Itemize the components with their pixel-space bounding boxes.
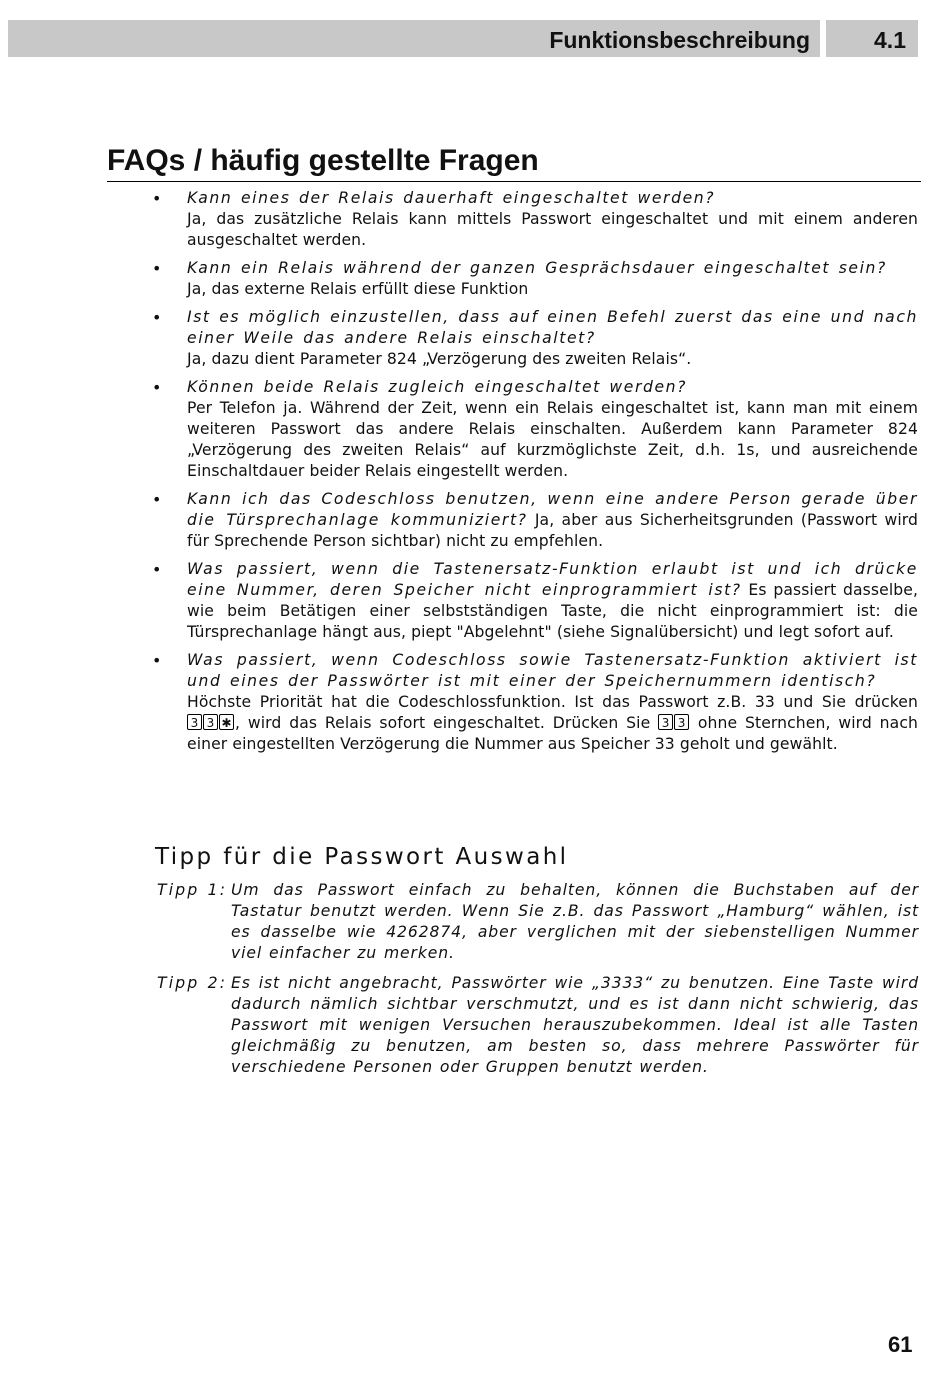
header-section-number: 4.1 xyxy=(826,20,918,57)
key-sequence-33-star xyxy=(187,714,235,732)
bullet: • xyxy=(152,490,162,509)
faq-question: Ist es möglich einzustellen, dass auf einen Befehl zuerst das eine und nach einer Weile das andere Relais einschaltet? xyxy=(187,308,918,347)
tip-text: Es ist nicht angebracht, Passwörter wie „3333“ zu benutzen. Eine Taste wird dadurch nämlich sichtbar verschmutzt, und es ist dann nicht schwierig, das Passwort mit wenigen Versuchen herauszubekommen. Ideal ist alle Tasten gleichmäßig zu benutzen, am besten so, dass mehrere Passwörter für verschiedene Personen oder Gruppen benutzt werden. xyxy=(231,974,919,1076)
tip-label: Tipp 1: xyxy=(157,881,228,899)
faq-list xyxy=(0,188,950,762)
faq-answer: Per Telefon ja. Während der Zeit, wenn ein Relais eingeschaltet ist, kann man mit einem weiteren Passwort das andere Relais einschalten. Außerdem kann Parameter 824 „Verzögerung des zweiten Relais“ auf kurzmöglichste Zeit, d.h. 1s, und ausreichende Einschaltdauer beider Relais eingestellt werden. xyxy=(187,399,918,480)
tips-list xyxy=(157,880,919,1087)
bullet: • xyxy=(152,189,162,208)
faq-question: Kann ein Relais während der ganzen Gesprächsdauer eingeschaltet sein? xyxy=(187,259,887,277)
faq-question: Kann ich das Codeschloss benutzen, wenn eine andere Person gerade über die Türsprechanlage kommuniziert? xyxy=(187,490,918,529)
page-number: 61 xyxy=(888,1332,913,1357)
faq-question: Kann eines der Relais dauerhaft eingeschaltet werden? xyxy=(187,189,716,207)
faq-item xyxy=(0,307,918,370)
faq-answer-part1: Höchste Priorität hat die Codeschlossfunktion. Ist das Passwort z.B. 33 und Sie drücken xyxy=(187,693,918,711)
tip-label: Tipp 2: xyxy=(157,974,228,992)
header-title: Funktionsbeschreibung xyxy=(8,20,820,57)
faq-answer: Ja, das externe Relais erfüllt diese Funktion xyxy=(187,280,529,298)
tip-text: Um das Passwort einfach zu behalten, können die Buchstaben auf der Tastatur benutzt werden. Wenn Sie z.B. das Passwort „Hamburg“ wählen, ist es dasselbe wie 4262874, aber verglichen mit der siebenstelligen Nummer viel einfacher zu merken. xyxy=(231,881,919,962)
faq-item xyxy=(0,377,918,482)
faq-item xyxy=(0,489,918,552)
tip-item xyxy=(157,973,919,1078)
faq-item xyxy=(0,650,918,755)
tip-item xyxy=(157,880,919,964)
bullet: • xyxy=(152,378,162,397)
page-header xyxy=(8,20,918,57)
faq-question: Was passiert, wenn die Tastenersatz-Funktion erlaubt ist und ich drücke eine Nummer, deren Speicher nicht einprogrammiert ist? xyxy=(187,560,918,599)
faq-answer: Ja, aber aus Sicherheitsgrunden (Passwort wird für Sprechende Person sichtbar) nicht zu empfehlen. xyxy=(187,511,918,550)
faq-item xyxy=(0,188,918,251)
bullet: • xyxy=(152,651,162,670)
faq-question: Können beide Relais zugleich eingeschaltet werden? xyxy=(187,378,688,396)
faq-answer: Es passiert dasselbe, wie beim Betätigen einer selbstständigen Taste, die nicht einprogrammiert ist: die Türsprechanlage hängt aus, piept "Abgelehnt" (siehe Signalübersicht) und legt sofort auf. xyxy=(187,581,919,641)
key-3-icon: 3 xyxy=(187,714,202,730)
key-star-icon: ✱ xyxy=(219,714,234,730)
key-3-icon: 3 xyxy=(674,714,689,730)
faq-answer-part2: , wird das Relais sofort eingeschaltet. Drücken Sie xyxy=(235,714,659,732)
bullet: • xyxy=(152,308,162,327)
tips-heading: Tipp für die Passwort Auswahl xyxy=(155,844,569,870)
key-3-icon: 3 xyxy=(658,714,673,730)
faq-item xyxy=(0,258,918,300)
faq-item xyxy=(0,559,918,643)
bullet: • xyxy=(152,560,162,579)
faq-answer-part3: ohne Sternchen, wird nach einer eingestellten Verzögerung die Nummer aus Speicher 33 geholt und gewählt. xyxy=(187,714,918,753)
key-sequence-33 xyxy=(658,714,690,732)
faq-answer: Ja, das zusätzliche Relais kann mittels Passwort eingeschaltet und mit einem anderen ausgeschaltet werden. xyxy=(187,210,918,249)
key-3-icon: 3 xyxy=(203,714,218,730)
page-title: FAQs / häufig gestellte Fragen xyxy=(107,142,921,182)
bullet: • xyxy=(152,259,162,278)
faq-question: Was passiert, wenn Codeschloss sowie Tastenersatz-Funktion aktiviert ist und eines der Passwörter ist mit einer der Speichernummern identisch? xyxy=(187,651,918,690)
faq-answer: Ja, dazu dient Parameter 824 „Verzögerung des zweiten Relais“. xyxy=(187,350,692,368)
